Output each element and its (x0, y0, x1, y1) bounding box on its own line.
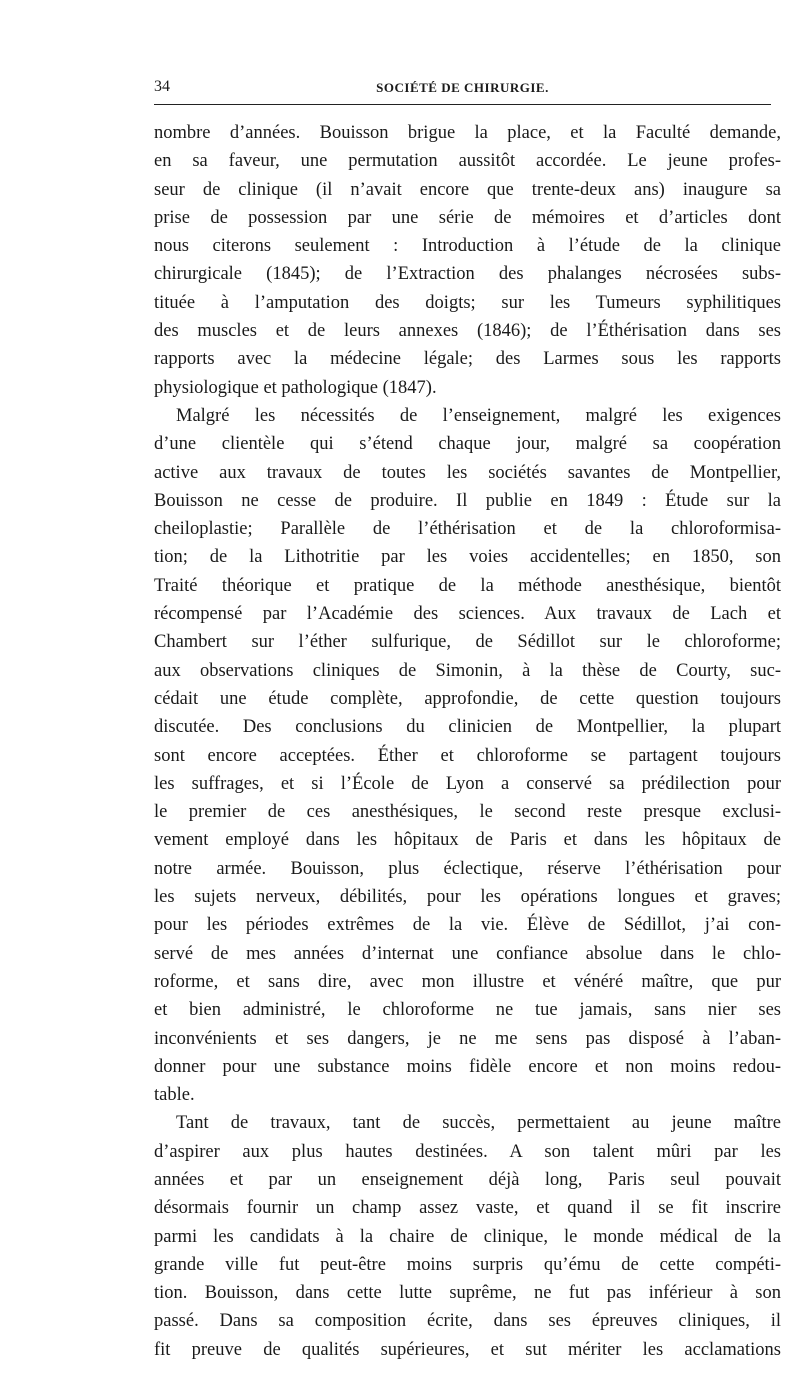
text-line: en sa faveur, une permutation aussitôt accordée. Le jeune profes- (154, 151, 781, 172)
text-line: Chambert sur l’éther sulfurique, de Sédillot sur le chloroforme; (154, 632, 781, 653)
text-line: des muscles et de leurs annexes (1846); de l’Éthérisation dans ses (154, 321, 781, 342)
text-line: tituée à l’amputation des doigts; sur les Tumeurs syphilitiques (154, 292, 781, 313)
text-line: physiologique et pathologique (1847). (154, 377, 437, 398)
text-line: aux observations cliniques de Simonin, à la thèse de Courty, suc- (154, 660, 781, 681)
text-line: désormais fournir un champ assez vaste, et quand il se fit inscrire (154, 1198, 781, 1219)
text-line: d’aspirer aux plus hautes destinées. A son talent mûri par les (154, 1141, 781, 1162)
text-line: les suffrages, et si l’École de Lyon a conservé sa prédilection pour (154, 773, 781, 794)
text-line: tion. Bouisson, dans cette lutte suprême, ne fut pas inférieur à son (154, 1283, 781, 1304)
text-line: vement employé dans les hôpitaux de Paris et dans les hôpitaux de (154, 830, 781, 851)
text-line: cheiloplastie; Parallèle de l’éthérisation et de la chloroformisa- (154, 519, 781, 540)
text-line: Malgré les nécessités de l’enseignement, malgré les exigences (176, 405, 781, 426)
text-line: d’une clientèle qui s’étend chaque jour, malgré sa coopération (154, 434, 781, 455)
paragraph-3 (154, 1109, 781, 1364)
text-line: tion; de la Lithotritie par les voies accidentelles; en 1850, son (154, 547, 781, 568)
text-line: années et par un enseignement déjà long, Paris seul pouvait (154, 1169, 781, 1190)
text-line: pour les périodes extrêmes de la vie. Élève de Sédillot, j’ai con- (154, 915, 781, 936)
text-line: le premier de ces anesthésiques, le second reste presque exclusi- (154, 802, 781, 823)
text-line: les sujets nerveux, débilités, pour les opérations longues et graves; (154, 887, 781, 908)
text-line: roforme, et sans dire, avec mon illustre et vénéré maître, que pur (154, 971, 781, 992)
text-line: Traité théorique et pratique de la méthode anesthésique, bientôt (154, 575, 781, 596)
text-line: sont encore acceptées. Éther et chloroforme se partagent toujours (154, 745, 781, 766)
text-line: notre armée. Bouisson, plus éclectique, réserve l’éthérisation pour (154, 858, 781, 879)
page-number: 34 (154, 78, 170, 95)
text-line: et bien administré, le chloroforme ne tue jamais, sans nier ses (154, 1000, 781, 1021)
text-line: seur de clinique (il n’avait encore que trente-deux ans) inaugure sa (154, 179, 781, 200)
text-line: rapports avec la médecine légale; des Larmes sous les rapports (154, 349, 781, 370)
text-line: cédait une étude complète, approfondie, de cette question toujours (154, 688, 781, 709)
text-line: récompensé par l’Académie des sciences. Aux travaux de Lach et (154, 604, 781, 625)
text-line: table. (154, 1085, 195, 1106)
text-line: grande ville fut peut-être moins surpris qu’ému de cette compéti- (154, 1254, 781, 1275)
text-line: Bouisson ne cesse de produire. Il publie en 1849 : Étude sur la (154, 490, 781, 511)
text-line: fit preuve de qualités supérieures, et sut mériter les acclamations (154, 1339, 781, 1360)
page-header (154, 78, 771, 98)
header-rule (154, 104, 771, 105)
text-line: chirurgicale (1845); de l’Extraction des phalanges nécrosées subs- (154, 264, 781, 285)
text-line: servé de mes années d’internat une confiance absolue dans le chlo- (154, 943, 781, 964)
text-line: inconvénients et ses dangers, je ne me sens pas disposé à l’aban- (154, 1028, 781, 1049)
text-line: parmi les candidats à la chaire de clinique, le monde médical de la (154, 1226, 781, 1247)
text-line: active aux travaux de toutes les sociétés savantes de Montpellier, (154, 462, 781, 483)
text-line: discutée. Des conclusions du clinicien de Montpellier, la plupart (154, 717, 781, 738)
paragraph-1 (154, 119, 781, 402)
text-line: Tant de travaux, tant de succès, permettaient au jeune maître (176, 1113, 781, 1134)
running-title: SOCIÉTÉ DE CHIRURGIE. (376, 80, 549, 95)
paragraph-2 (154, 402, 781, 1109)
text-line: passé. Dans sa composition écrite, dans ses épreuves cliniques, il (154, 1311, 781, 1332)
text-line: nous citerons seulement : Introduction à l’étude de la clinique (154, 236, 781, 257)
text-line: donner pour une substance moins fidèle encore et non moins redou- (154, 1056, 781, 1077)
body-text (154, 119, 781, 1364)
text-line: prise de possession par une série de mémoires et d’articles dont (154, 207, 781, 228)
text-line: nombre d’années. Bouisson brigue la place, et la Faculté demande, (154, 123, 781, 143)
